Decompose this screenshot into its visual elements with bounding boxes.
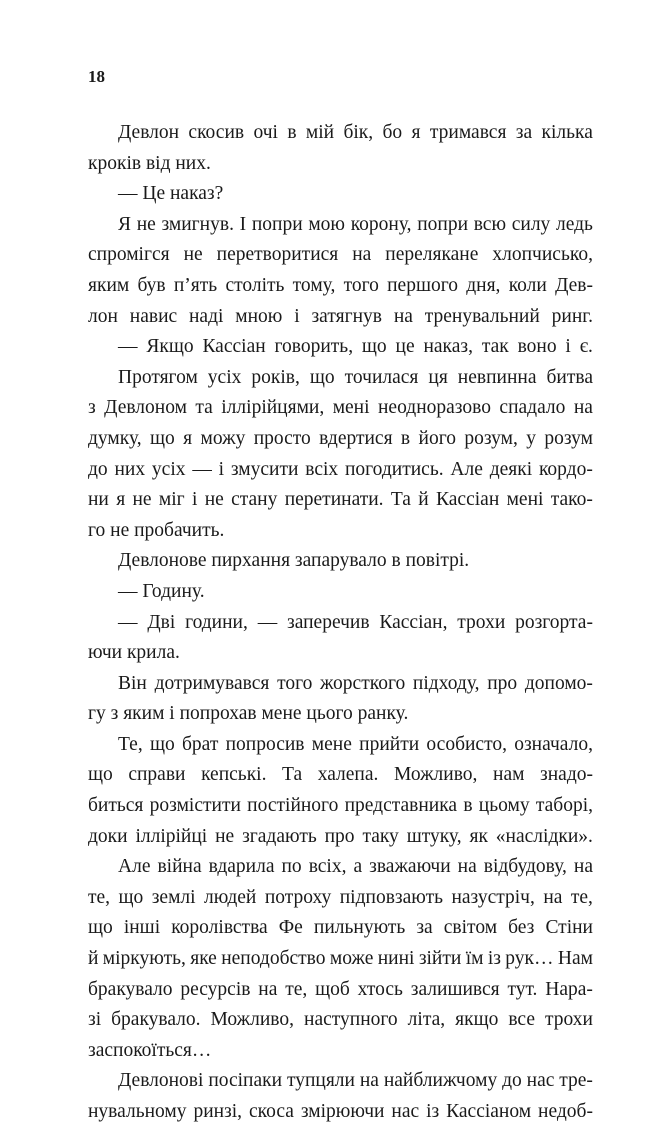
text-line: — Годину. (118, 580, 205, 602)
text-line: те, що землі людей потроху підповзають назустріч, на те, (88, 886, 593, 908)
text-line: ючи крила. (88, 642, 180, 664)
text-line: — Дві години, — заперечив Кассіан, трохи розгорта- (118, 611, 593, 633)
text-line: го не пробачить. (88, 519, 225, 541)
text-line: що інші королівства Фе пильнують за світом без Стіни (88, 917, 593, 939)
text-line: Але війна вдарила по всіх, а зважаючи на відбудову, на (118, 856, 593, 878)
text-line: зі бракувало. Можливо, наступного літа, якщо все трохи (88, 1009, 593, 1031)
text-line: Я не змигнув. І попри мою корону, попри всю силу ледь (118, 213, 593, 235)
text-line: бракувало ресурсів на те, щоб хтось залишився тут. Нара- (88, 978, 593, 1000)
text-line: Девлонове пирхання запарувало в повітрі. (118, 550, 470, 572)
text-line: ни я не міг і не стану перетинати. Та й Кассіан мені тако- (88, 489, 593, 511)
text-line: биться розмістити постійного представника в цьому таборі, (88, 795, 593, 817)
text-line: до них усіх — і змусити всіх погодитись. Але деякі кордо- (88, 458, 593, 480)
text-line: з Девлоном та іллірійцями, мені неодноразово спадало на (88, 397, 593, 419)
page-number: 18 (88, 67, 105, 86)
text-line: що справи кепські. Та халепа. Можливо, нам знадо- (88, 764, 593, 786)
text-line: спромігся не перетворитися на перелякане хлопчисько, (88, 244, 593, 266)
text-line: — Це наказ? (118, 183, 224, 205)
text-line: Девлонові посіпаки тупцяли на найближчому до нас тре- (118, 1070, 593, 1092)
text-line: гу з яким і попрохав мене цього ранку. (88, 703, 409, 725)
text-line: Протягом усіх років, що точилася ця невпинна битва (118, 366, 593, 388)
text-line: думку, що я можу просто вдертися в його розум, у розум (88, 427, 593, 449)
body-text (88, 118, 593, 1128)
text-line: нувальному ринзі, скоса змірюючи нас із Кассіаном недоб- (88, 1101, 593, 1122)
text-line: Він дотримувався того жорсткого підходу, про допомо- (118, 672, 593, 694)
text-line: заспокоїться… (88, 1039, 212, 1061)
text-line: Девлон скосив очі в мій бік, бо я тримався за кілька (118, 122, 593, 143)
text-line: лон навис наді мною і затягнув на тренувальний ринг. (88, 305, 593, 327)
text-line: — Якщо Кассіан говорить, що це наказ, так воно і є. (118, 336, 593, 358)
text-line: Те, що брат попросив мене прийти особисто, означало, (118, 733, 593, 755)
text-line: кроків від них. (88, 152, 211, 174)
text-line: й міркують, яке неподобство може нині зійти їм із рук… Нам (88, 948, 593, 970)
text-line: яким був п’ять століть тому, того першого дня, коли Дев- (88, 274, 593, 296)
text-line: доки іллірійці не згадають про таку штуку, як «наслідки». (88, 825, 593, 847)
